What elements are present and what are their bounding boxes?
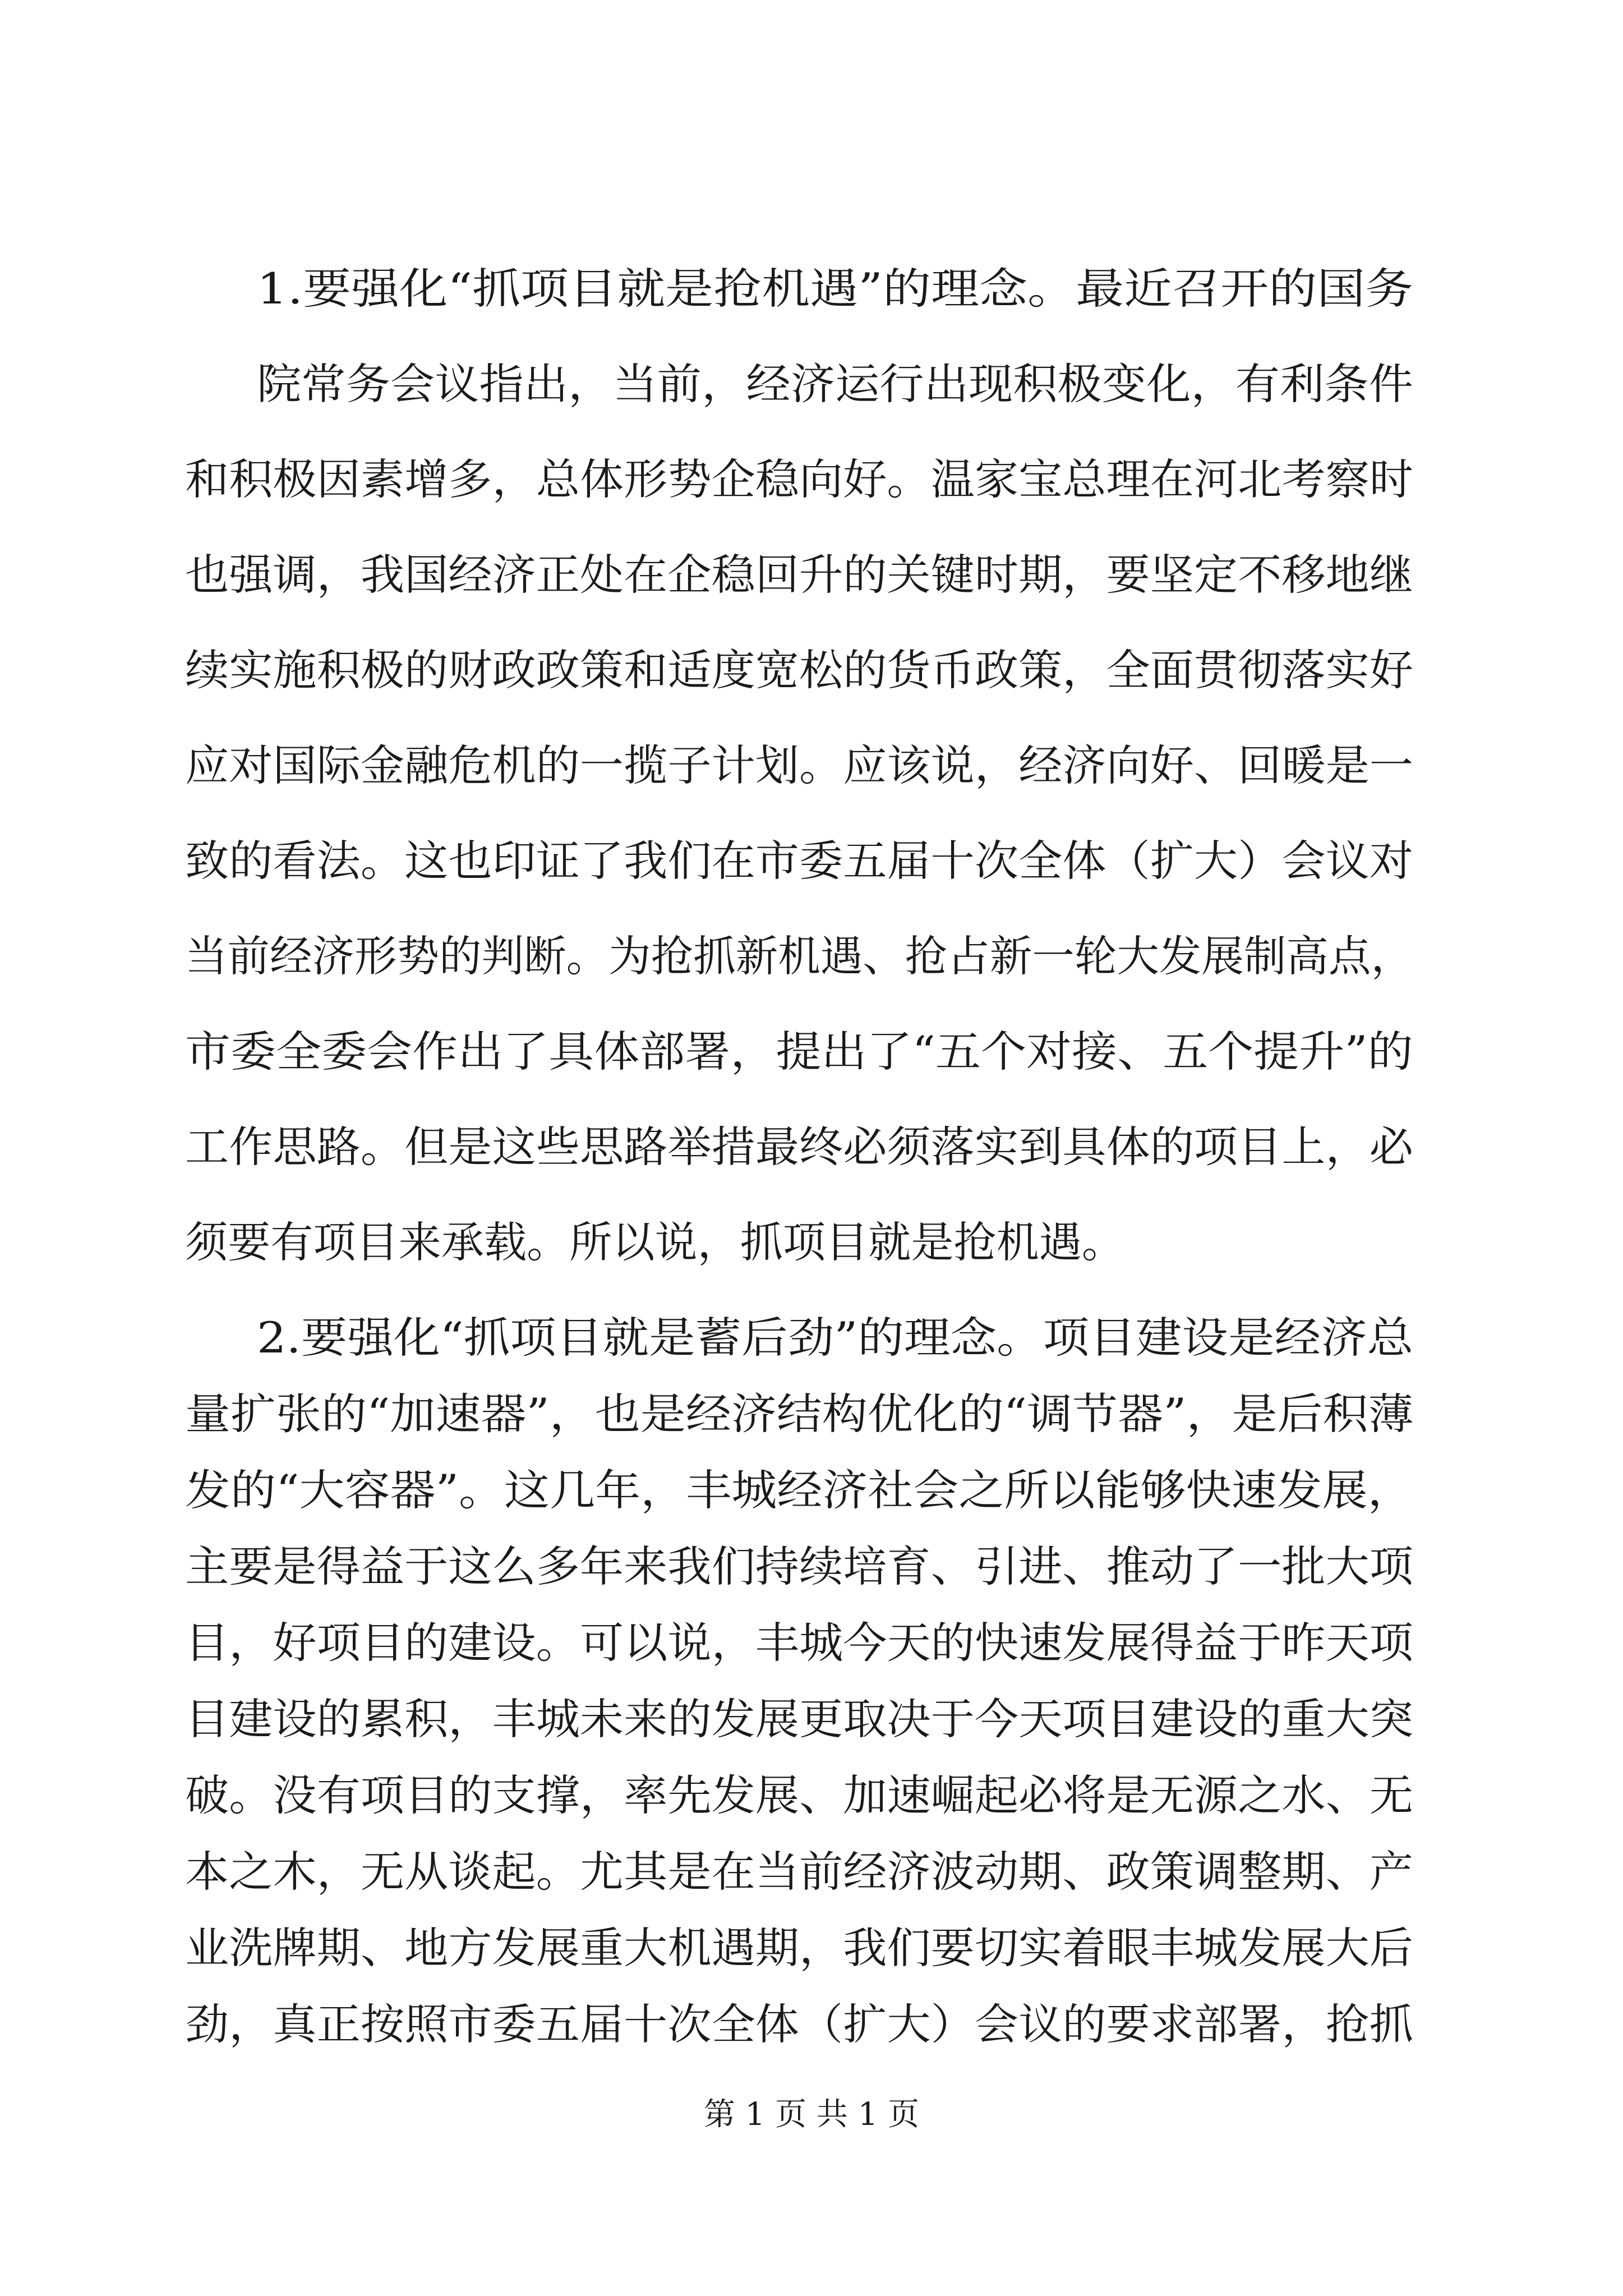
paragraph-2-line-text: 劲，真正按照市委五届十次全体（扩大）会议的要求部署，抢抓	[185, 1999, 1413, 2049]
paragraph-2-line-text: 目，好项目的建设。可以说，丰城今天的快速发展得益于昨天项	[185, 1618, 1413, 1668]
paragraph-2-line	[0, 1765, 1623, 1826]
paragraph-2-line-text: 目建设的累积，丰城未来的发展更取决于今天项目建设的重大突	[185, 1694, 1413, 1744]
paragraph-1-line	[0, 353, 1623, 415]
paragraph-2-line-text: 量扩张的“加速器”，也是经济结构优化的“调节器”，是后积薄	[185, 1389, 1414, 1439]
paragraph-2-line	[0, 1383, 1623, 1445]
paragraph-1-line-text: 市委全委会作出了具体部署，提出了“五个对接、五个提升”的	[185, 1027, 1413, 1076]
page-footer	[0, 2092, 1623, 2137]
paragraph-1-line-text: 续实施积极的财政政策和适度宽松的货币政策，全面贯彻落实好	[185, 645, 1413, 695]
paragraph-1-line	[0, 735, 1623, 797]
paragraph-2-line	[0, 1688, 1623, 1750]
paragraph-1-line	[0, 1021, 1623, 1083]
paragraph-1-line-text: 院常务会议指出，当前，经济运行出现积极变化，有利条件	[257, 359, 1413, 409]
paragraph-1-line-text: 1.要强化“抓项目就是抢机遇”的理念。最近召开的国务	[257, 264, 1414, 314]
paragraph-2-line-text: 主要是得益于这么多年来我们持续培育、引进、推动了一批大项	[185, 1542, 1413, 1591]
paragraph-1-line-text: 工作思路。但是这些思路举措最终必须落实到具体的项目上，必	[185, 1122, 1413, 1172]
paragraph-1-line-text: 应对国际金融危机的一揽子计划。应该说，经济向好、回暖是一	[185, 740, 1413, 790]
paragraph-2-line	[0, 1917, 1623, 1979]
paragraph-2-line	[0, 1460, 1623, 1521]
paragraph-2-line-text: 业洗牌期、地方发展重大机遇期，我们要切实着眼丰城发展大后	[185, 1923, 1413, 1973]
paragraph-2-line	[0, 1841, 1623, 1903]
paragraph-1-line-text: 和积极因素增多，总体形势企稳向好。温家宝总理在河北考察时	[185, 454, 1413, 504]
paragraph-1-line	[0, 830, 1623, 892]
paragraph-1-line	[0, 258, 1623, 320]
paragraph-1-line	[0, 1116, 1623, 1178]
paragraph-2-line-text: 本之木，无从谈起。尤其是在当前经济波动期、政策调整期、产	[185, 1847, 1413, 1897]
paragraph-1-line-text: 须要有项目来承载。所以说，抓项目就是抢机遇。	[185, 1217, 1124, 1267]
paragraph-2-line	[0, 1307, 1623, 1369]
paragraph-2-line	[0, 1994, 1623, 2055]
paragraph-1-line	[0, 926, 1623, 987]
paragraph-2-line-text: 发的“大容器”。这几年，丰城经济社会之所以能够快速发展，	[185, 1465, 1413, 1515]
paragraph-1-line-text: 当前经济形势的判断。为抢抓新机遇、抢占新一轮大发展制高点，	[185, 931, 1413, 981]
paragraph-1-line	[0, 639, 1623, 701]
paragraph-2-line-text: 2.要强化“抓项目就是蓄后劲”的理念。项目建设是经济总	[257, 1313, 1414, 1363]
paragraph-1-line	[0, 1212, 1623, 1273]
paragraph-2-line	[0, 1536, 1623, 1598]
paragraph-2-line-text: 破。没有项目的支撑，率先发展、加速崛起必将是无源之水、无	[185, 1770, 1413, 1820]
paragraph-1-line	[0, 449, 1623, 510]
paragraph-1-line-text: 致的看法。这也印证了我们在市委五届十次全体（扩大）会议对	[185, 836, 1413, 886]
paragraph-1-line	[0, 544, 1623, 606]
paragraph-2-line	[0, 1612, 1623, 1674]
page-number-label: 第 1 页 共 1 页	[703, 2096, 920, 2133]
paragraph-1-line-text: 也强调，我国经济正处在企稳回升的关键时期，要坚定不移地继	[185, 550, 1413, 600]
